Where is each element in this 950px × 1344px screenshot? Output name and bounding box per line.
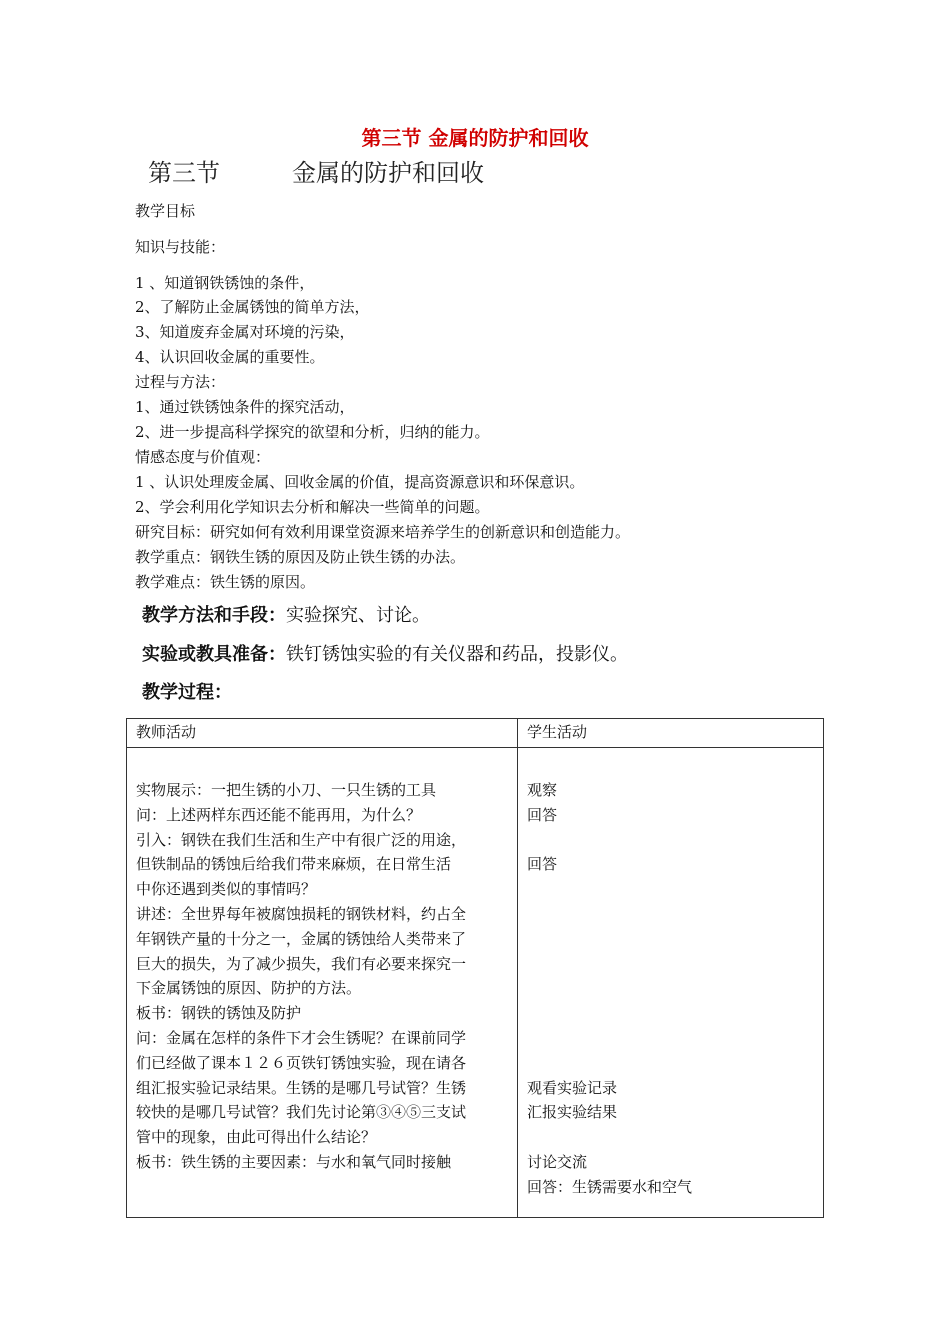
- equipment-prep: [142, 640, 628, 666]
- key-point: 教学重点：钢铁生锈的原因及防止铁生锈的办法。: [135, 548, 466, 566]
- teacher-line: 中你还遇到类似的事情吗？: [136, 880, 317, 899]
- student-line: [527, 1026, 813, 1051]
- knowledge-item: 1 、知道钢铁锈蚀的条件，: [135, 274, 315, 292]
- teacher-line: 板书：钢铁的锈蚀及防护: [136, 1004, 302, 1023]
- teacher-line: 问：金属在怎样的条件下才会生锈呢？在课前同学: [136, 1028, 467, 1047]
- student-activity-cell: [518, 748, 824, 1218]
- knowledge-item: 3、知道废弃金属对环境的污染，: [135, 323, 355, 341]
- table-header-row: [127, 719, 824, 748]
- lesson-title-topic: 金属的防护和回收: [292, 159, 484, 187]
- student-line: [527, 927, 813, 952]
- document-title: 第三节 金属的防护和回收: [361, 126, 589, 150]
- teaching-process-table: [126, 718, 824, 1218]
- process-heading: 教学过程：: [142, 682, 232, 703]
- student-line: [527, 1001, 813, 1026]
- student-line: [527, 902, 813, 927]
- student-line: 观看实验记录: [527, 1078, 618, 1097]
- student-line: 讨论交流: [527, 1152, 588, 1171]
- student-line: 回答：生锈需要水和空气: [527, 1177, 693, 1196]
- teacher-line: 但铁制品的锈蚀后给我们带来麻烦，在日常生活: [136, 855, 452, 874]
- teacher-line: 管中的现象，由此可得出什么结论？: [136, 1128, 377, 1147]
- student-line: [527, 1051, 813, 1076]
- teacher-line: 较快的是哪几号试管？我们先讨论第③④⑤三支试: [136, 1103, 467, 1122]
- knowledge-item: 2、了解防止金属锈蚀的简单方法，: [135, 298, 370, 316]
- research-goal: 研究目标：研究如何有效利用课堂资源来培养学生的创新意识和创造能力。: [135, 523, 631, 541]
- teacher-line: 巨大的损失，为了减少损失，我们有必要来探究一: [136, 954, 467, 973]
- equipment-label: 实验或教具准备：: [142, 644, 286, 665]
- student-line: 汇报实验结果: [527, 1103, 618, 1122]
- teacher-line: 引入：钢铁在我们生活和生产中有很广泛的用途，: [136, 830, 467, 849]
- teacher-line: 实物展示：一把生锈的小刀、一只生锈的工具: [136, 781, 437, 799]
- teaching-methods-value: 实验探究、讨论。: [286, 605, 430, 626]
- table-row: [127, 748, 824, 1218]
- teacher-activity-cell: [127, 748, 518, 1218]
- process-method-item: 2、进一步提高科学探究的欲望和分析，归纳的能力。: [135, 423, 490, 441]
- teaching-methods-label: 教学方法和手段：: [142, 605, 286, 626]
- equipment-value: 铁钉锈蚀实验的有关仪器和药品，投影仪。: [286, 644, 628, 665]
- knowledge-item: 4、认识回收金属的重要性。: [135, 348, 325, 366]
- student-line: 回答: [527, 855, 558, 874]
- teacher-line: 板书：铁生锈的主要因素：与水和氧气同时接触: [136, 1152, 452, 1171]
- student-line: [527, 976, 813, 1001]
- teaching-methods: [142, 601, 430, 627]
- knowledge-heading: 知识与技能：: [135, 238, 226, 256]
- student-line: 回答: [527, 805, 558, 824]
- student-line: [527, 1125, 813, 1150]
- process-method-item: 1、通过铁锈蚀条件的探究活动，: [135, 398, 355, 416]
- teacher-line: 年钢铁产量的十分之一，金属的锈蚀给人类带来了: [136, 929, 467, 948]
- teacher-line: 讲述：全世界每年被腐蚀损耗的钢铁材料，约占全: [136, 904, 467, 923]
- header-student-activity: 学生活动: [518, 719, 824, 748]
- header-teacher-activity: 教师活动: [127, 719, 518, 748]
- student-line: [527, 828, 813, 853]
- emotion-heading: 情感态度与价值观：: [135, 448, 271, 466]
- emotion-item: 2、学会利用化学知识去分析和解决一些简单的问题。: [135, 498, 490, 516]
- student-line: [527, 877, 813, 902]
- difficulty: 教学难点：铁生锈的原因。: [135, 573, 316, 591]
- teacher-line: 们已经做了课本１２６页铁钉锈蚀实验，现在请各: [136, 1053, 467, 1072]
- teacher-line: 下金属锈蚀的原因、防护的方法。: [136, 979, 362, 998]
- teacher-line: 问：上述两样东西还能不能再用，为什么？: [136, 805, 422, 824]
- student-line: [527, 952, 813, 977]
- teacher-line: 组汇报实验记录结果。生锈的是哪几号试管？生锈: [136, 1078, 467, 1097]
- student-line: 观察: [527, 781, 558, 799]
- lesson-title-section: 第三节: [148, 159, 220, 187]
- process-method-heading: 过程与方法：: [135, 373, 226, 391]
- lesson-title-banner: [148, 153, 484, 188]
- objectives-heading: 教学目标: [135, 202, 196, 220]
- emotion-item: 1 、认识处理废金属、回收金属的价值，提高资源意识和环保意识。: [135, 473, 585, 491]
